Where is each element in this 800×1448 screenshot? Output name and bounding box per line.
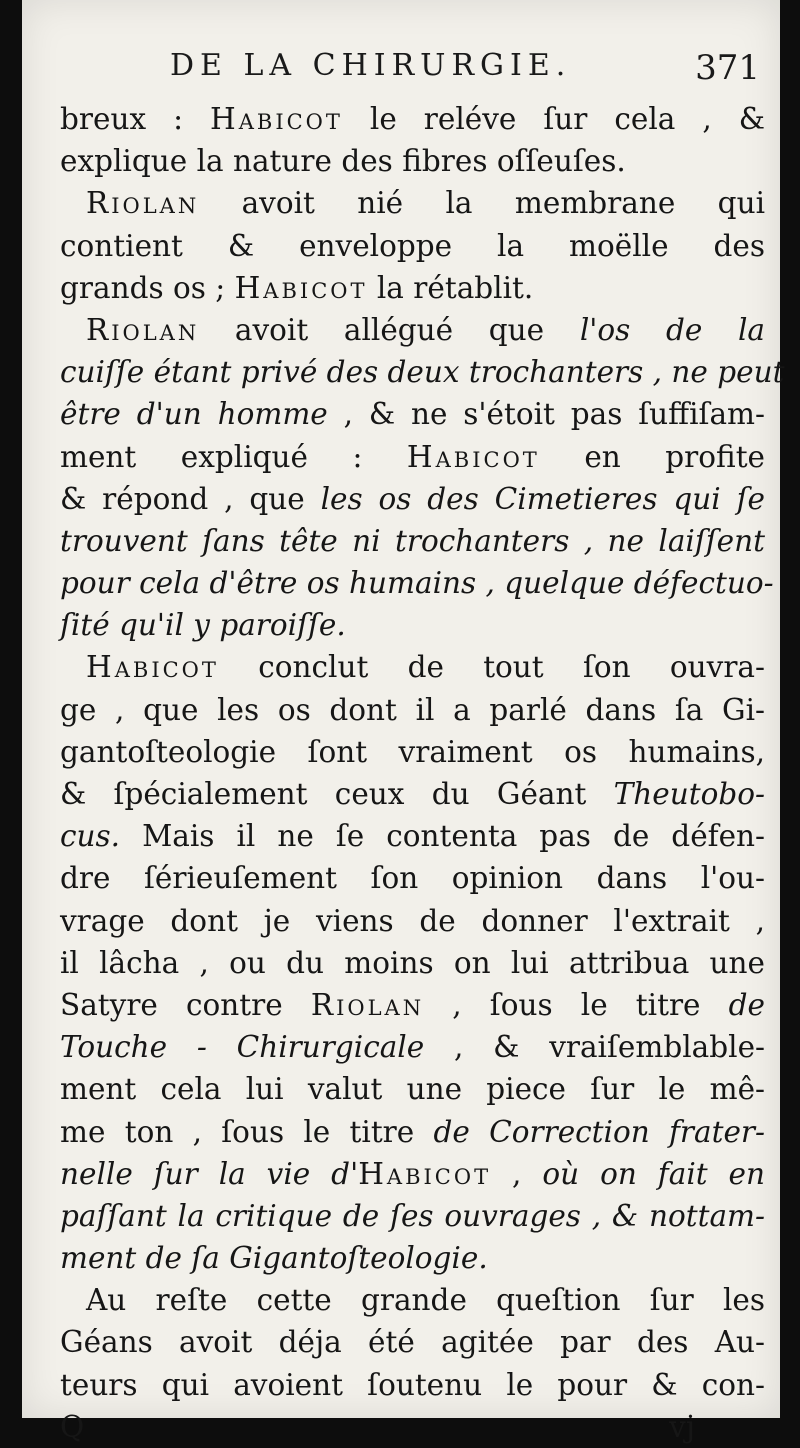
text-line	[60, 689, 765, 731]
running-title: DE LA CHIRURGIE.	[170, 48, 572, 83]
signature-mark: Q vj	[60, 1409, 695, 1444]
text-span: il lâcha , ou du moins on lui attribua une	[60, 945, 765, 980]
text-line	[60, 1279, 765, 1321]
italic-text: cuiſſe étant privé des deux trochanters , ne peut	[60, 355, 785, 390]
text-span: vrage dont je viens de donner l'extrait ,	[60, 903, 765, 938]
text-span: ment expliqué :	[60, 439, 407, 474]
text-line	[60, 436, 765, 478]
small-caps-name: Habicot	[210, 102, 343, 136]
text-span: contient & enveloppe la moëlle des	[60, 228, 765, 263]
small-caps-name: Habicot	[234, 270, 368, 305]
italic-text: cus.	[60, 819, 121, 854]
text-span: Au reſte cette grande queſtion ſur les	[86, 1283, 765, 1318]
text-line	[60, 478, 765, 520]
text-span: grands os ;	[60, 270, 235, 305]
text-line	[60, 1237, 765, 1279]
text-line	[60, 1195, 765, 1237]
text-span: ge , que les os dont il a parlé dans ſa Gi-	[60, 692, 765, 727]
text-span: conclut de tout ſon ouvra-	[218, 650, 765, 685]
small-caps-name: Riolan	[310, 987, 425, 1022]
text-span: , ſous le titre	[424, 987, 729, 1022]
text-span: avoit allégué que	[199, 312, 580, 347]
text-line	[60, 140, 765, 182]
text-line	[60, 225, 765, 267]
italic-text: l'os de la	[579, 312, 765, 347]
italic-text: de Correction frater-	[433, 1114, 765, 1149]
text-line	[60, 267, 765, 309]
text-line	[60, 351, 785, 393]
text-span: la rétablit.	[367, 270, 534, 305]
text-line	[60, 562, 774, 604]
text-line	[60, 857, 765, 899]
small-caps-name: Riolan	[86, 312, 200, 347]
text-span: ,	[491, 1156, 543, 1191]
text-span: en profite	[539, 439, 766, 474]
text-span: me ton , ſous le titre	[60, 1114, 434, 1149]
italic-text: être d'un homme	[60, 397, 328, 432]
italic-text: pour cela d'être os humains , quelque défectuo-	[60, 566, 774, 601]
text-line	[60, 1026, 765, 1068]
text-line	[60, 1321, 765, 1363]
text-line	[60, 815, 765, 857]
italic-text: ſité qu'il y paroiſſe.	[60, 608, 346, 643]
text-span: dre ſérieuſement ſon opinion dans l'ou-	[60, 861, 765, 896]
text-line	[60, 98, 765, 140]
small-caps-name: Habicot	[406, 439, 540, 474]
text-line	[60, 773, 765, 815]
text-line	[60, 646, 765, 688]
text-span: gantoſteologie ſont vraiment os humains,	[60, 734, 765, 769]
italic-text: paſſant la critique de ſes ouvrages , & nottam-	[60, 1198, 765, 1233]
small-caps-name: Habicot	[358, 1156, 492, 1191]
text-line	[60, 393, 765, 435]
italic-text: Theutobo-	[613, 777, 765, 811]
text-span: breux :	[60, 102, 210, 136]
italic-text: trouvent ſans tête ni trochanters , ne laiſſent	[60, 523, 765, 558]
text-line	[60, 1364, 765, 1406]
text-span: & répond , que	[60, 481, 321, 516]
book-page	[22, 0, 785, 1444]
text-line	[60, 1153, 765, 1195]
italic-text: de	[728, 987, 766, 1022]
text-span: , & vraiſemblable-	[424, 1030, 765, 1065]
small-caps-name: Habicot	[86, 650, 219, 685]
text-line	[60, 182, 765, 224]
text-span: , & ne s'étoit pas ſuffiſam-	[327, 397, 765, 432]
page-header	[170, 48, 760, 98]
italic-text: nelle ſur la vie d'	[60, 1156, 359, 1191]
text-line	[60, 900, 765, 942]
text-span: Satyre contre	[60, 987, 311, 1022]
small-caps-name: Riolan	[86, 186, 200, 221]
text-line	[60, 604, 765, 646]
text-span: avoit nié la membrane qui	[199, 186, 765, 221]
text-span: le reléve ſur cela , &	[342, 102, 765, 136]
text-line	[60, 1111, 765, 1153]
italic-text: les os des Cimetieres qui ſe	[320, 481, 765, 516]
text-span: ment cela lui valut une piece ſur le mê-	[60, 1072, 765, 1107]
text-line	[60, 731, 765, 773]
text-line	[60, 520, 765, 562]
text-span: teurs qui avoient ſoutenu le pour & con-	[60, 1367, 765, 1402]
italic-text: où on fait en	[542, 1156, 766, 1191]
text-line	[60, 942, 765, 984]
text-span: & ſpécialement ceux du Géant	[60, 777, 614, 811]
text-line	[60, 309, 765, 351]
body-text	[60, 98, 785, 1448]
italic-text: ment de ſa Gigantoſteologie.	[60, 1241, 488, 1276]
page-number: 371	[695, 48, 760, 88]
text-line	[60, 1068, 765, 1110]
text-span: Mais il ne ſe contenta pas de défen-	[120, 819, 765, 854]
text-span: explique la nature des fibres oſſeuſes.	[60, 144, 626, 179]
italic-text: Touche - Chirurgicale	[60, 1030, 425, 1065]
text-span: Géans avoit déja été agitée par des Au-	[60, 1325, 765, 1360]
text-line	[60, 984, 765, 1026]
